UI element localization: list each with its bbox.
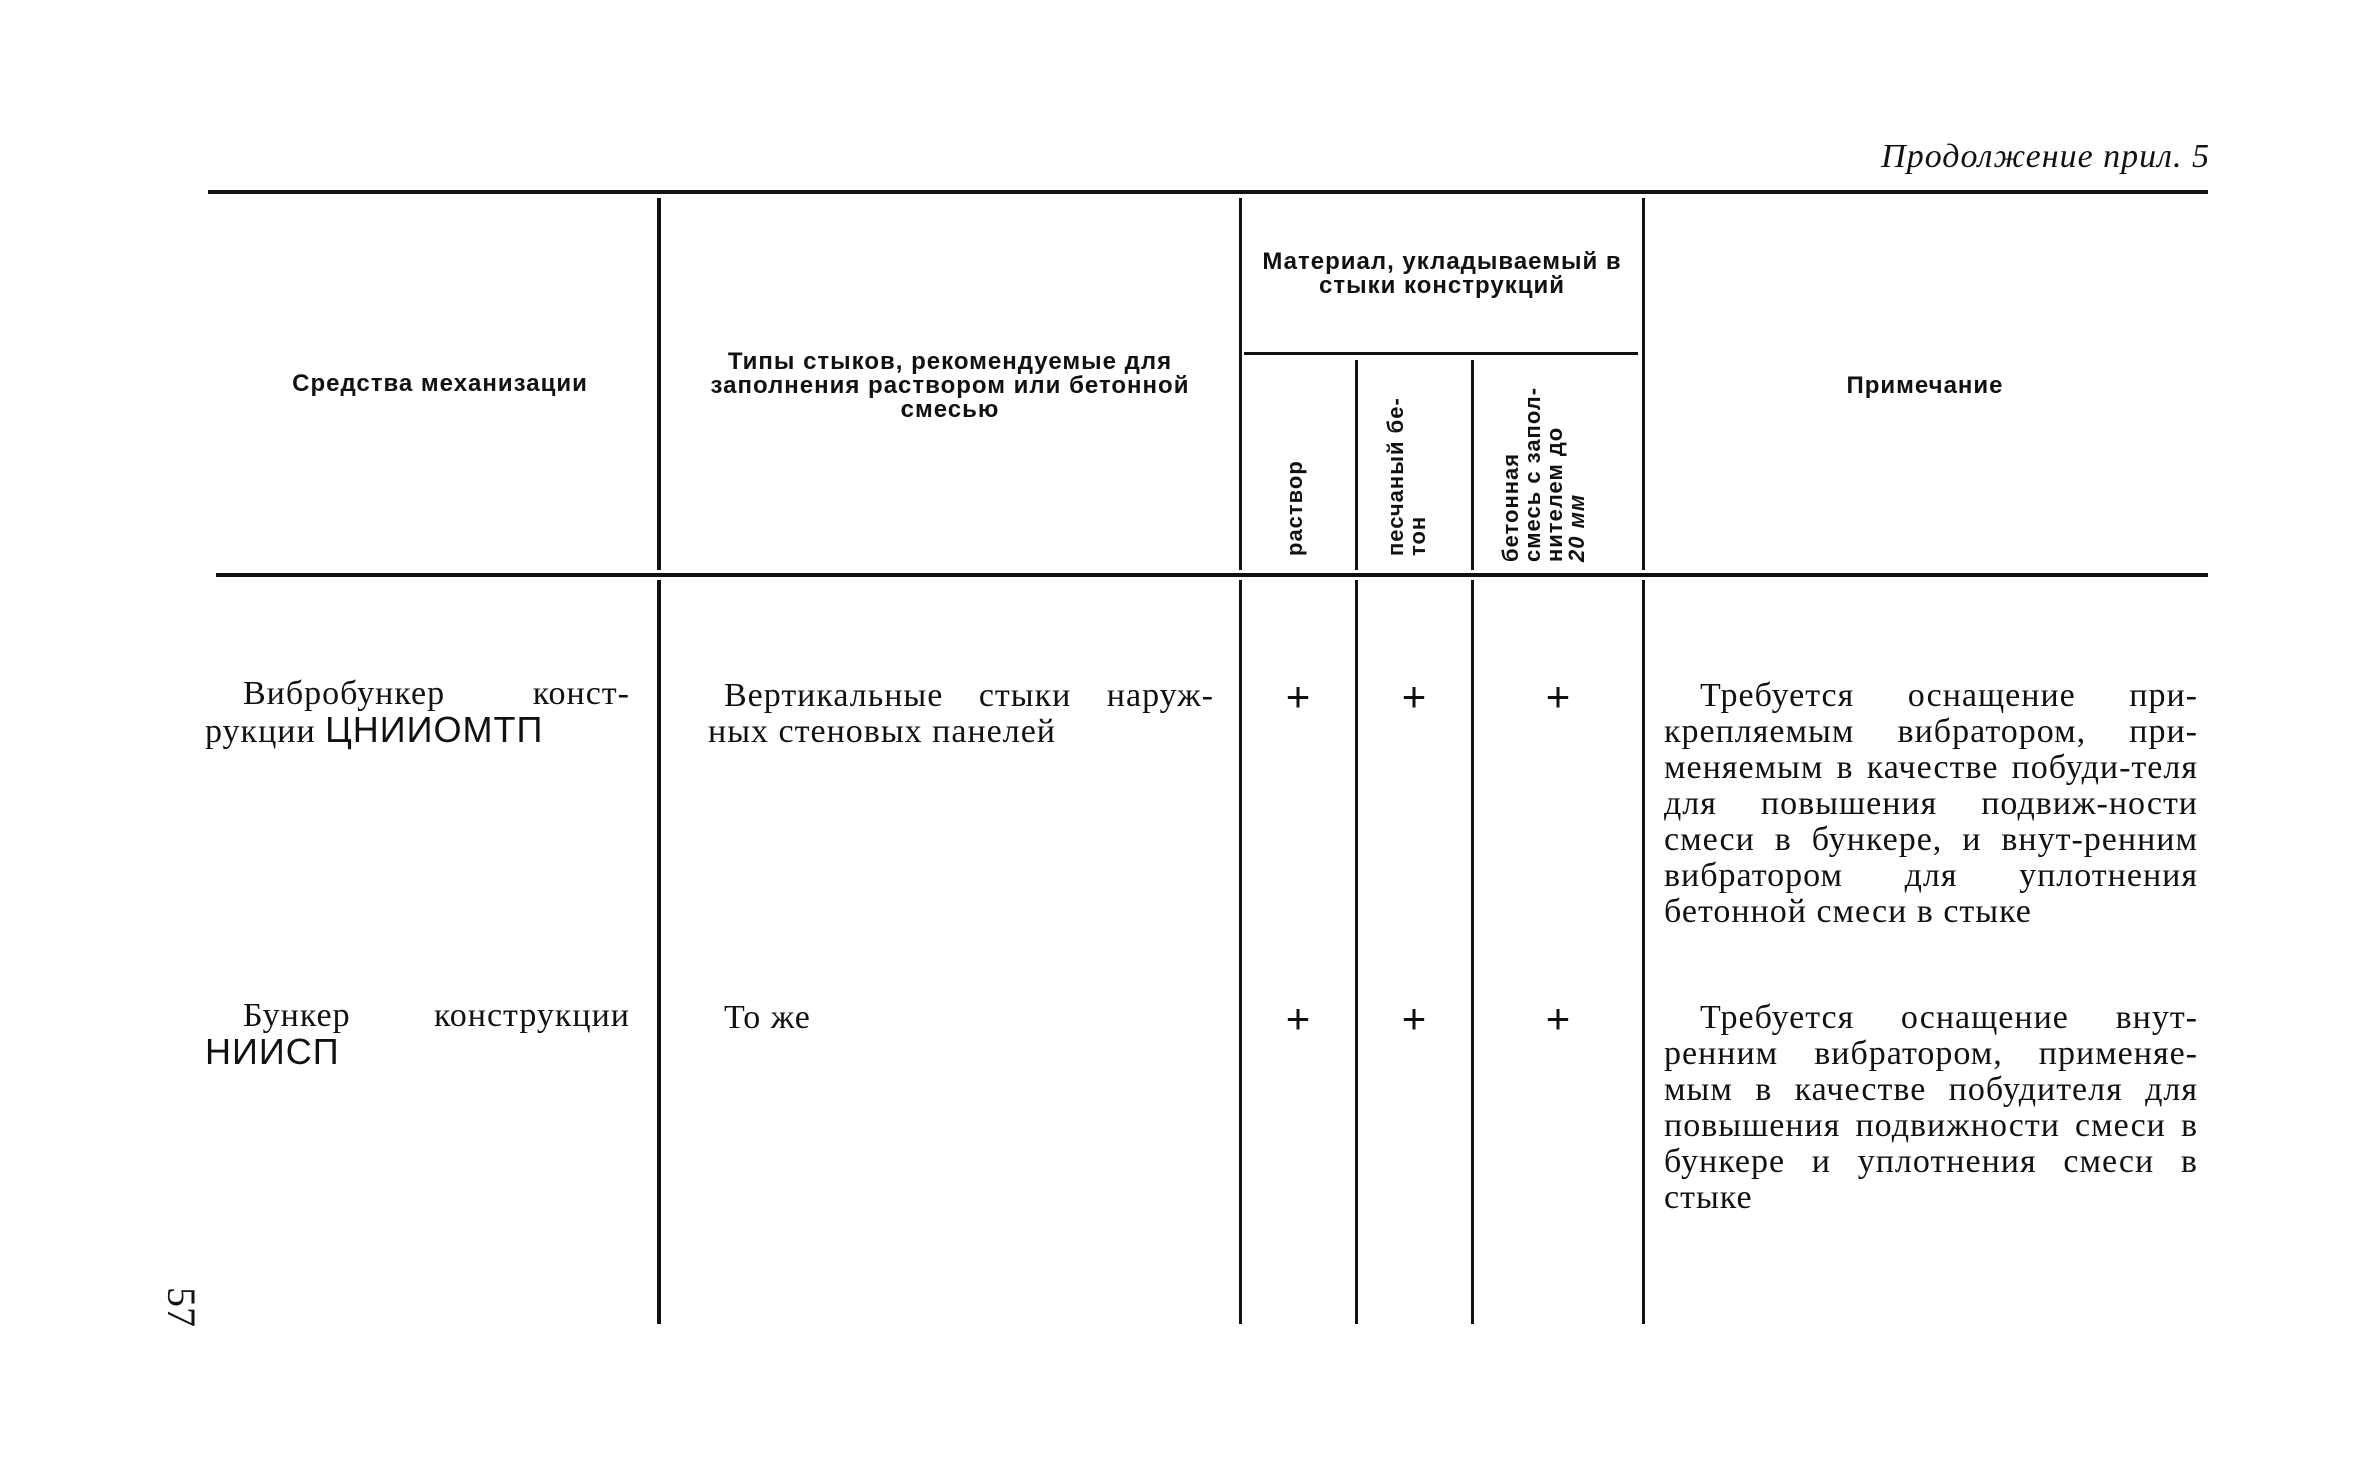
col-divider-2-header [1239, 198, 1242, 570]
col-divider-5-header [1642, 198, 1645, 570]
col-divider-1-header [657, 198, 661, 570]
col-divider-2-body [1239, 580, 1242, 1324]
header-material-group: Материал, укладываемый в стыки конструкций [1262, 248, 1622, 299]
page-number: 57 [159, 1287, 204, 1327]
row2-means-line1: Бункер конструкции [243, 997, 630, 1034]
material-group-rule [1244, 352, 1638, 355]
row1-joint-type: Вертикальные стыки наруж-ных стеновых панелей [708, 677, 1214, 750]
row1-means-prefix: рукции [205, 713, 316, 750]
row2-means-code: НИИСП [205, 1031, 340, 1072]
row1-means-line1: Вибробункер конст- [243, 675, 630, 712]
header-material-concrete-mix [1500, 387, 1588, 562]
row2-means [205, 998, 630, 1070]
row1-mark-mortar: + [1285, 673, 1311, 720]
row1-means [205, 676, 630, 750]
row1-mark-sand-concrete: + [1401, 673, 1427, 720]
header-material-mortar [1284, 460, 1306, 556]
row2-mark-concrete-mix: + [1545, 995, 1571, 1042]
header-line: нителем до [1542, 426, 1567, 562]
header-line: 20 мм [1564, 493, 1589, 562]
header-note: Примечание [1846, 372, 2004, 399]
col-divider-3-body [1355, 580, 1358, 1324]
col-divider-4-body [1471, 580, 1474, 1324]
row1-note: Требуется оснащение при-крепляемым вибратором, при-меняемым в качестве побуди-теля для повышения подвиж-ности смеси в бункере, и внут-ренним вибратором для уплотнения бетонной смеси в стыке [1664, 677, 2198, 930]
header-line: тон [1405, 515, 1430, 556]
header-line: песчаный бе- [1383, 397, 1408, 556]
row1-means-code: ЦНИИОМТП [325, 709, 544, 750]
continuation-caption: Продолжение прил. 5 [1881, 138, 2210, 175]
col-divider-3-header [1355, 360, 1358, 570]
col-divider-5-body [1642, 580, 1645, 1324]
col-divider-4-header [1471, 360, 1474, 570]
col-divider-1-body [657, 580, 661, 1324]
header-line: смесь с запол- [1520, 386, 1545, 562]
row2-joint-type: То же [724, 999, 811, 1036]
row2-mark-sand-concrete: + [1401, 995, 1427, 1042]
row2-mark-mortar: + [1285, 995, 1311, 1042]
header-material-sand-concrete [1385, 397, 1429, 556]
row1-mark-concrete-mix: + [1545, 673, 1571, 720]
header-line: бетонная [1498, 452, 1523, 562]
table-top-rule [208, 190, 2208, 194]
header-means: Средства механизации [292, 370, 588, 397]
header-line: раствор [1282, 460, 1307, 556]
row2-note: Требуется оснащение внут-ренним вибратором, применяе-мым в качестве побудителя для повышения подвижности смеси в бункере и уплотнения смеси в стыке [1664, 999, 2198, 1216]
header-joint-types: Типы стыков, рекомендуемые для заполнения раствором или бетонной смесью [710, 348, 1190, 423]
row1-means-line2 [205, 709, 630, 750]
header-bottom-rule [216, 573, 2208, 577]
